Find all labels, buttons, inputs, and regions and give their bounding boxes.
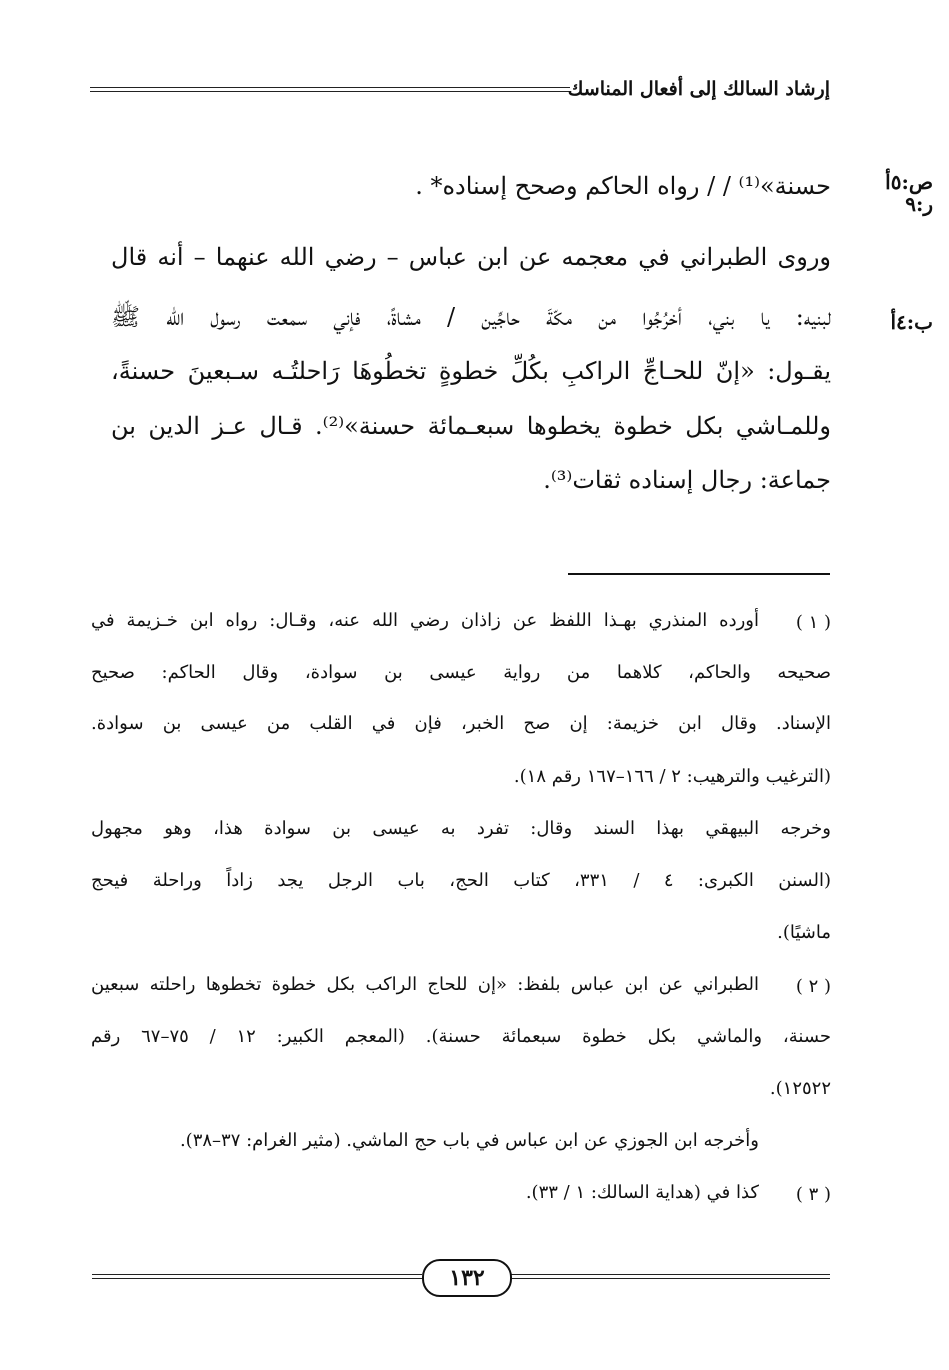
- footnote-line: (الترغيب والترهيب: ٢ / ١٦٦–١٦٧ رقم ١٨).: [513, 766, 831, 787]
- main-text-line: وللمـاشي بكل خطوة يخطوها سبعـمائة حسنة»⁽²⁾. قـال عـز الدين بن: [111, 412, 831, 440]
- main-text-line: وروى الطبراني في معجمه عن ابن عباس – رضي الله عنهما – أنه قال: [111, 243, 831, 271]
- footnote-line: أورده المنذري بهـذا اللفظ عن زاذان رضي الله عنه، وقـال: رواه ابن خـزيمة في: [91, 610, 759, 631]
- footnote-line: صحيحه والحاكم، كلاهما من رواية عيسى بن سوادة، وقال الحاكم: صحيح: [91, 662, 831, 683]
- footer-rule: [92, 1274, 422, 1279]
- footnote-line: حسنة، والماشي بكل خطوة سبعمائة حسنة). (المعجم الكبير: ١٢ / ٧٥–٦٧ رقم: [91, 1026, 832, 1047]
- footnote-line: (السنن الكبرى: ٤ / ٣٣١، كتاب الحج، باب الرجل يجد زاداً وراحلة فيحج: [91, 870, 831, 891]
- footnote-marker: ( ٢ ): [795, 976, 831, 997]
- running-header-title: إرشاد السالك إلى أفعال المناسك: [567, 78, 830, 100]
- footnote-line: ماشيًا).: [777, 922, 831, 943]
- main-text-line: حسنة»⁽¹⁾ / / رواه الحاكم وصحح إسناده* .: [415, 172, 831, 200]
- footnote-line: الإسناد. وقال ابن خزيمة: إن صح الخبر، فإن في القلب من عيسى بن سوادة.: [91, 713, 831, 734]
- footnote-marker: ( ١ ): [795, 612, 831, 633]
- margin-note: ب:٤أ: [890, 310, 933, 334]
- main-text-line: يقـول: «إنّ للحـاجِّ الراكبِ بكُلِّ خطوةٍ تخطُوهَا رَاحلتُـه سـبعينَ حسنةً،: [111, 357, 831, 385]
- footer-rule: [508, 1274, 830, 1279]
- page-number: ١٣٢: [422, 1259, 512, 1297]
- footnote-line: ١٢٥٢٢).: [769, 1078, 831, 1099]
- margin-note: ص:٥أ: [885, 170, 933, 194]
- footnotes: [91, 0, 831, 1230]
- footnote-marker: ( ٣ ): [795, 1184, 831, 1205]
- main-text-line: جماعة: رجال إسناده ثقات⁽³⁾.: [543, 466, 831, 494]
- main-text-line: لبنيه: يا بني، أخرُجُوا من مكّةَ حاجِّين / مشاةً، فإني سمعت رسول الله ﷺ: [111, 303, 831, 331]
- footnote-line: وخرجه البيهقي بهذا السند وقال: تفرد به عيسى بن سوادة هذا، وهو مجهول: [91, 818, 831, 839]
- margin-note: ر:٩: [905, 192, 933, 216]
- footnote-line: كذا في (هداية السالك: ١ / ٣٣).: [525, 1182, 759, 1203]
- footnote-line: وأخرجه ابن الجوزي عن ابن عباس في باب حج الماشي. (مثير الغرام: ٣٧–٣٨).: [179, 1130, 759, 1151]
- footnote-line: الطبراني عن ابن عباس بلفظ: «إن للحاج الراكب بكل خطوة تخطوها راحلته سبعين: [91, 974, 759, 995]
